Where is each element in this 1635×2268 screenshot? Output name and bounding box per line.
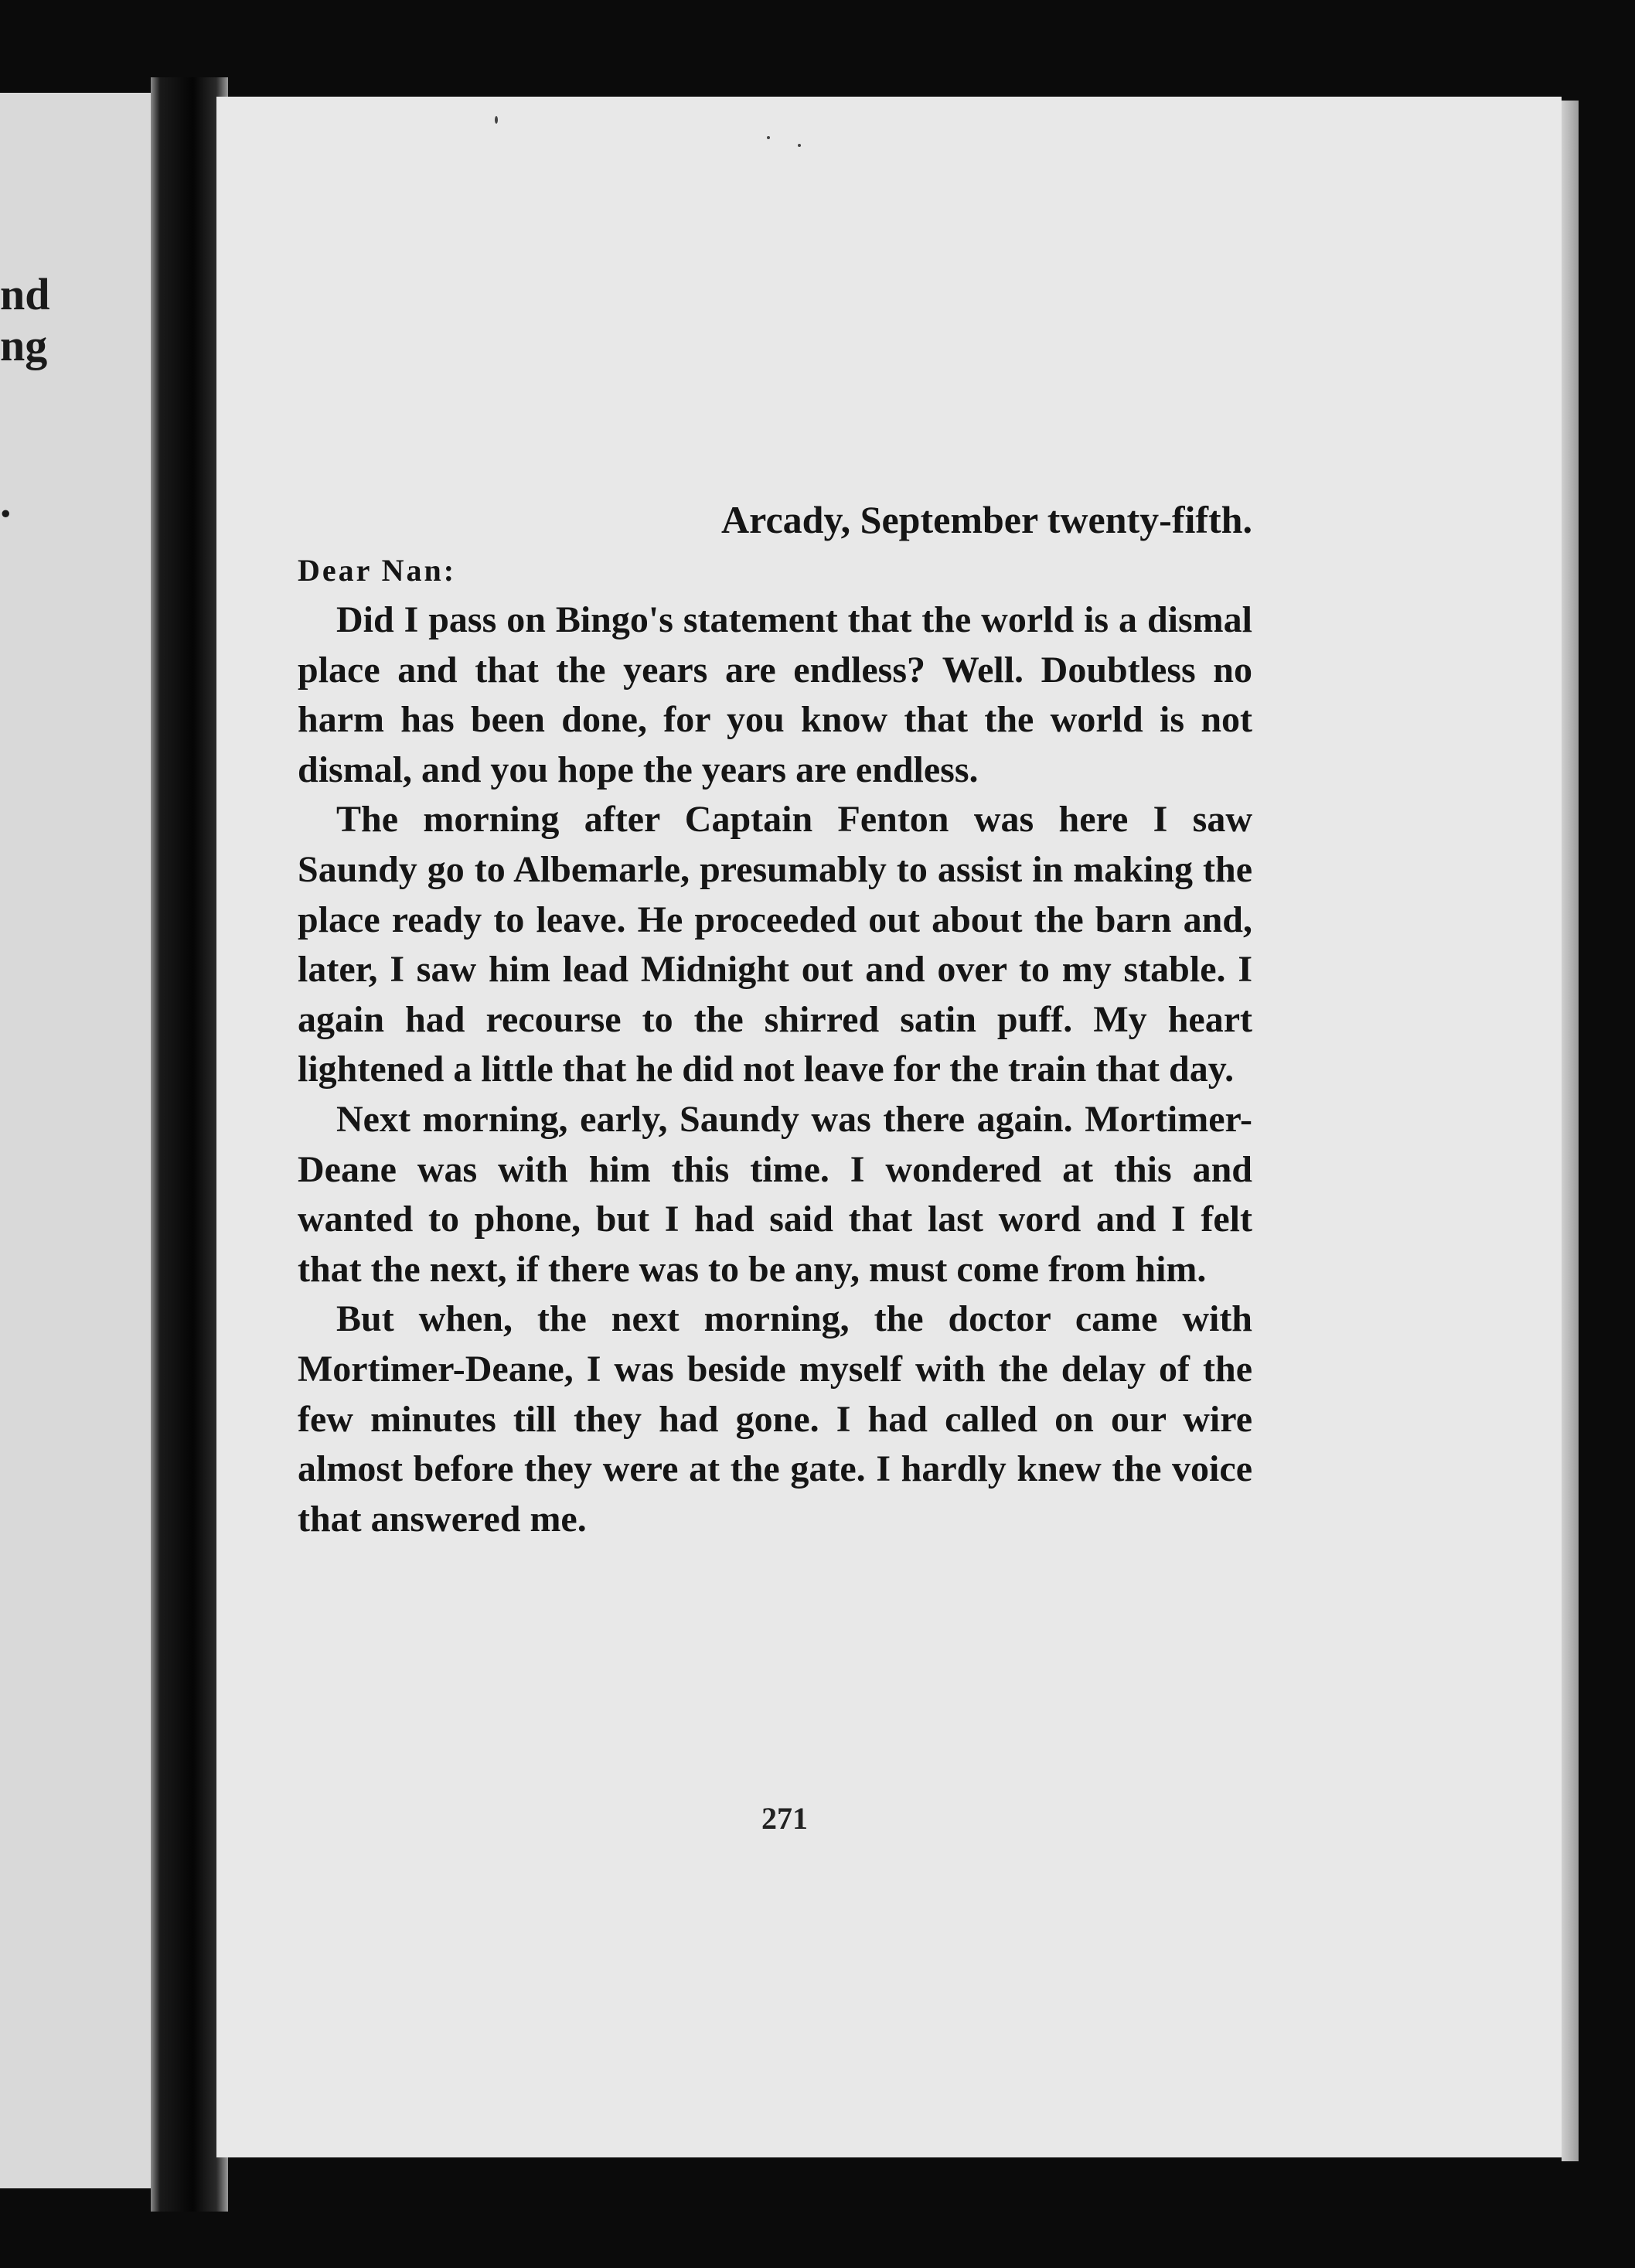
left-page <box>0 93 162 2188</box>
paragraph: Did I pass on Bingo's statement that the world is a dismal place and that the years are endless? Well. Doubtless no harm has been done, for you know that the world is not dismal, and you hope the years are endless. <box>298 599 1252 790</box>
page-number: 271 <box>761 1801 808 1836</box>
left-page-line: nd <box>0 269 50 319</box>
page-edge-shadow <box>1562 101 1579 2161</box>
left-page-line: . <box>0 476 12 527</box>
paragraph: Next morning, early, Saundy was there again. Mortimer-Deane was with him this time. I wondered at this and wanted to phone, but I had said that last word and I felt that the next, if there was to be any, must come from him. <box>298 1098 1252 1290</box>
salutation: Dear Nan: <box>298 553 457 588</box>
left-page-line: ng <box>0 320 48 370</box>
scan-speck <box>767 136 770 139</box>
left-page-edge-text <box>0 93 62 711</box>
scan-speck <box>798 144 801 147</box>
scan-speck <box>495 116 498 124</box>
letter-body <box>298 495 1252 1544</box>
paragraph: The morning after Captain Fenton was here I saw Saundy go to Albemarle, presumably to assist in making the place ready to leave. He proceeded out about the barn and, later, I saw him lead Midnight out and over to my stable. I again had recourse to the shirred satin puff. My heart lightened a little that he did not leave for the train that day. <box>298 799 1252 1090</box>
paragraph: But when, the next morning, the doctor came with Mortimer-Deane, I was beside myself with the delay of the few minutes till they had gone. I had called on our wire almost before they were at the gate. I hardly knew the voice that answered me. <box>298 1298 1252 1540</box>
dateline: Arcady, September twenty-fifth. <box>721 498 1252 541</box>
